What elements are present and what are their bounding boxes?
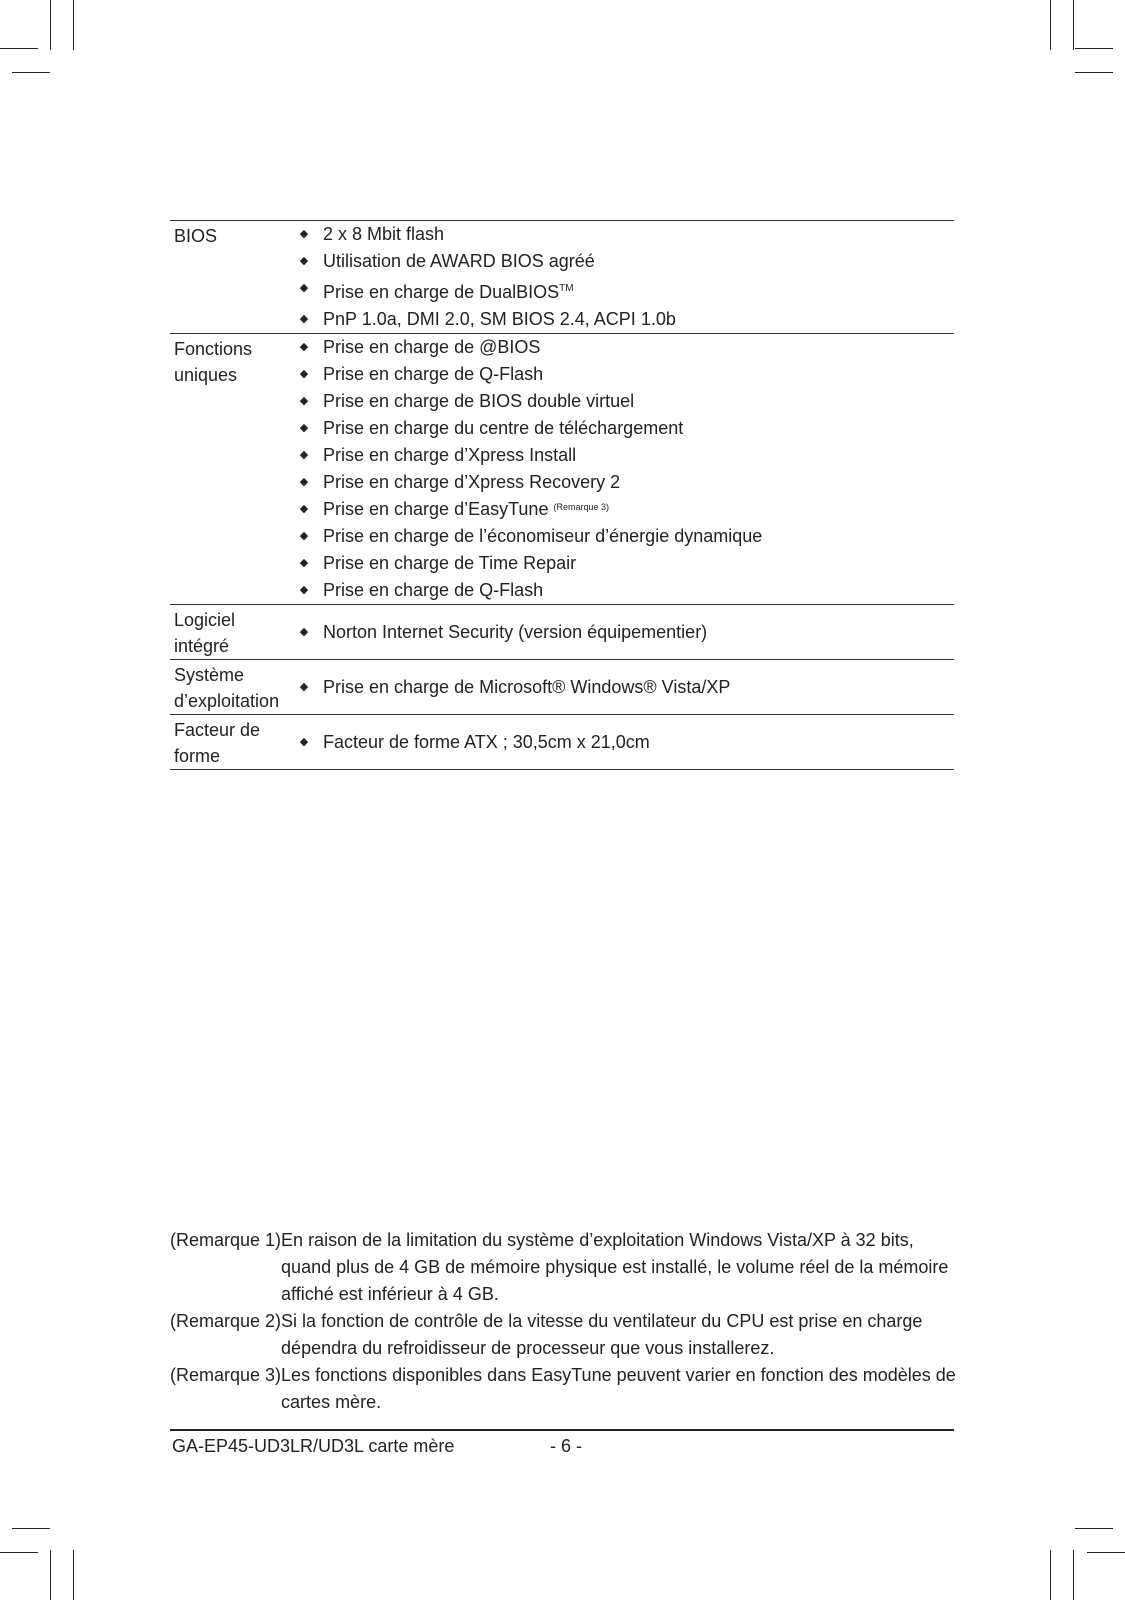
note-text: En raison de la limitation du système d’exploitation Windows Vista/XP à 32 bits, quand plus de 4 GB de mémoire physique est installé, le volume réel de la mémoire affiché est inférieur à 4 GB. (281, 1230, 949, 1304)
bullet-icon: ◆ (299, 228, 309, 240)
spec-row (170, 660, 954, 715)
crop-mark (1073, 1550, 1074, 1600)
crop-mark (1087, 1552, 1125, 1553)
bullet-icon: ◆ (299, 422, 309, 434)
footer-model: GA-EP45-UD3LR/UD3L carte mère (172, 1436, 455, 1456)
crop-mark (1050, 0, 1051, 50)
spec-label: Fonctions uniques (174, 339, 253, 385)
crop-mark (50, 0, 51, 50)
note-tag: (Remarque 1) (170, 1230, 282, 1250)
spec-item: Prise en charge de Microsoft® Windows® Vista/XP (323, 676, 731, 697)
spec-item: Prise en charge de Q-Flash (323, 580, 544, 600)
spec-item: Utilisation de AWARD BIOS agréé (323, 251, 595, 271)
bullet-icon: ◆ (299, 313, 309, 325)
superscript: TM (559, 283, 574, 294)
bullet-icon: ◆ (299, 395, 309, 407)
note-text: Si la fonction de contrôle de la vitesse du ventilateur du CPU est prise en charge dépendra du refroidisseur de processeur que vous installerez. (281, 1311, 923, 1358)
spec-item: Prise en charge d’Xpress Recovery 2 (323, 472, 621, 492)
bullet-icon: ◆ (299, 449, 309, 461)
bullet-icon: ◆ (299, 530, 309, 542)
footer-divider (170, 1429, 954, 1431)
spec-label: BIOS (174, 226, 218, 246)
spec-item: Prise en charge d’EasyTune $^{(Remarque 3)}$ (323, 499, 609, 519)
spec-item: Facteur de forme ATX ; 30,5cm x 21,0cm (323, 731, 650, 752)
bullet-icon: ◆ (299, 735, 309, 748)
spec-row (170, 221, 954, 249)
bullet-icon: ◆ (299, 557, 309, 569)
note-tag: (Remarque 3) (170, 1365, 282, 1385)
spec-table (170, 220, 954, 770)
bullet-icon: ◆ (299, 368, 309, 380)
spec-label: Système d’exploitation (174, 665, 280, 711)
bullet-icon: ◆ (299, 282, 309, 294)
page-number: - 6 - (550, 1436, 583, 1456)
bullet-icon: ◆ (299, 476, 309, 488)
note (170, 1362, 960, 1416)
spec-row (170, 334, 954, 362)
spec-item: Prise en charge de DualBIOS™ (323, 282, 574, 302)
crop-mark (1073, 0, 1074, 50)
spec-item: Prise en charge de BIOS double virtuel (323, 391, 635, 411)
bullet-icon: ◆ (299, 584, 309, 596)
spec-item: Prise en charge de l’économiseur d’énergie dynamique (323, 526, 763, 546)
crop-mark (73, 0, 74, 50)
spec-label: Facteur de forme (174, 720, 261, 766)
spec-item: Prise en charge d’Xpress Install (323, 445, 577, 465)
spec-row (170, 605, 954, 660)
note-tag: (Remarque 2) (170, 1311, 282, 1331)
bullet-icon: ◆ (299, 503, 309, 515)
note-text: Les fonctions disponibles dans EasyTune peuvent varier en fonction des modèles de cartes mère. (281, 1365, 956, 1412)
superscript: (Remarque 3) (553, 502, 609, 512)
spec-item: Prise en charge de @BIOS (323, 337, 541, 357)
crop-mark (12, 1528, 50, 1529)
spec-row (170, 715, 954, 770)
spec-item: 2 x 8 Mbit flash (323, 224, 445, 244)
note (170, 1308, 960, 1362)
spec-label: Logiciel intégré (174, 610, 236, 656)
crop-mark (12, 72, 50, 73)
spec-item: Prise en charge de Time Repair (323, 553, 577, 573)
spec-item: Prise en charge de Q-Flash (323, 364, 544, 384)
crop-mark (0, 48, 38, 49)
crop-mark (73, 1550, 74, 1600)
crop-mark (0, 1552, 38, 1553)
bullet-icon: ◆ (299, 341, 309, 353)
notes-section (170, 1227, 960, 1416)
spec-item: Norton Internet Security (version équipementier) (323, 621, 708, 642)
crop-mark (50, 1550, 51, 1600)
bullet-icon: ◆ (299, 255, 309, 267)
spec-item: Prise en charge du centre de téléchargement (323, 418, 684, 438)
crop-mark (1050, 1550, 1051, 1600)
bullet-icon: ◆ (299, 680, 309, 693)
crop-mark (1075, 72, 1113, 73)
crop-mark (1075, 48, 1113, 49)
note (170, 1227, 960, 1308)
spec-item: PnP 1.0a, DMI 2.0, SM BIOS 2.4, ACPI 1.0b (323, 309, 676, 329)
bullet-icon: ◆ (299, 625, 309, 638)
crop-mark (1075, 1528, 1113, 1529)
